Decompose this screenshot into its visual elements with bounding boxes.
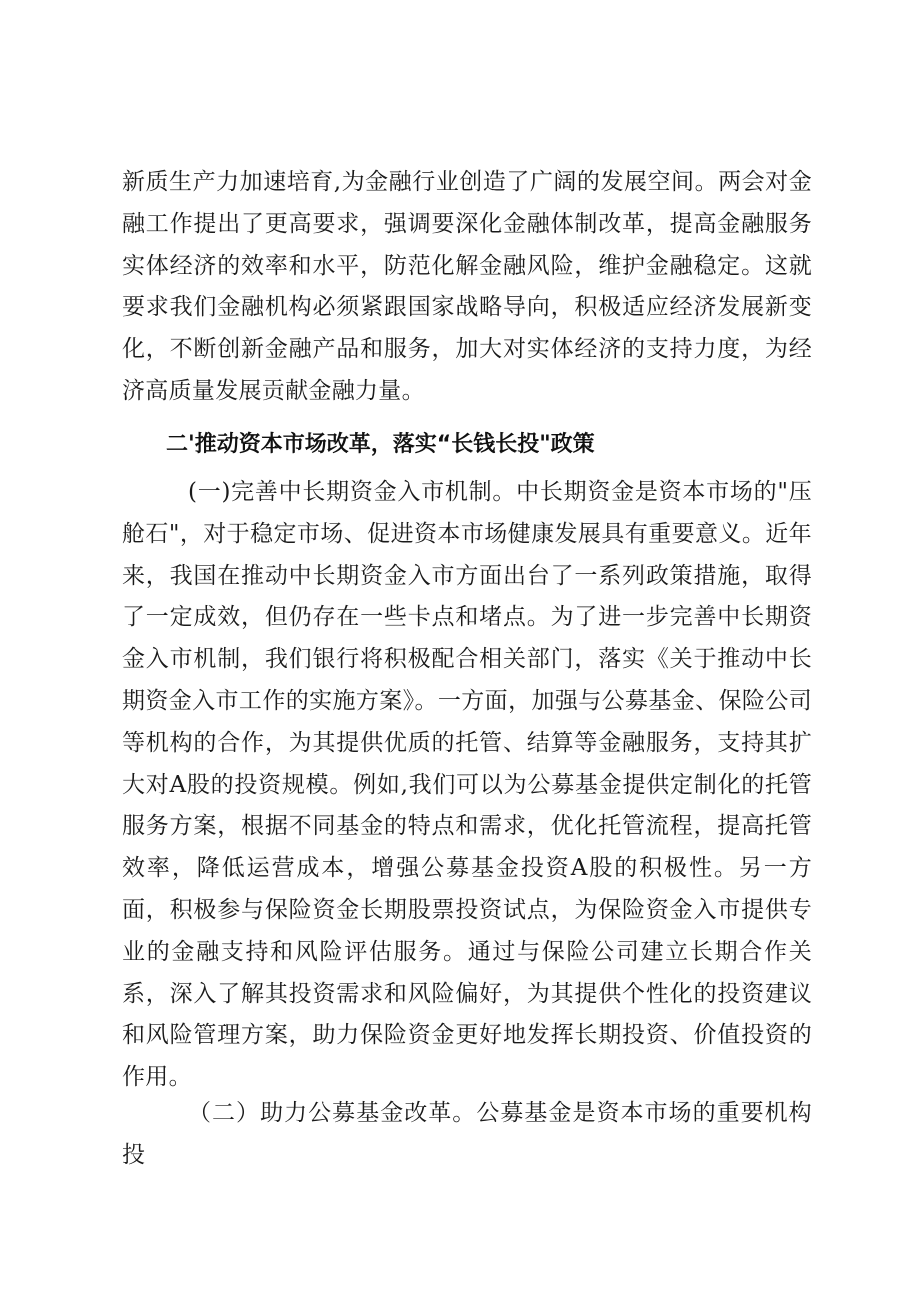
section-heading: 二'推动资本市场改革，落实“长钱长投"政策 — [166, 432, 595, 457]
body-paragraph-public-funds: （二）助力公募基金改革。公募基金是资本市场的重要机构投 — [122, 1100, 812, 1168]
body-paragraph-intro: 新质生产力加速培育,为金融行业创造了广阔的发展空间。两会对金融工作提出了更高要求，强调要深化金融体制改革，提高金融服务实体经济的效率和水平，防范化解金融风险，维护金融稳定。这就要求我们金融机构必须紧跟国家战略导向，积极适应经济发展新变化，不断创新金融产品和服务，加大对实体经济的支持力度，为经济高质量发展贡献金融力量。 — [122, 169, 812, 404]
body-paragraph-mid-long-term-funds: (一)完善中长期资金入市机制。中长期资金是资本市场的"压舱石"，对于稳定市场、促进资本市场健康发展具有重要意义。近年来，我国在推动中长期资金入市方面出台了一系列政策措施，取得了一定成效，但仍存在一些卡点和堵点。为了进一步完善中长期资金入市机制，我们银行将积极配合相关部门，落实《关于推动中长期资金入市工作的实施方案》。一方面，加强与公募基金、保险公司等机构的合作，为其提供优质的托管、结算等金融服务，支持其扩大对A股的投资规模。例如,我们可以为公募基金提供定制化的托管服务方案，根据不同基金的特点和需求，优化托管流程，提高托管效率，降低运营成本，增强公募基金投资A股的积极性。另一方面，积极参与保险资金长期股票投资试点，为保险资金入市提供专业的金融支持和风险评估服务。通过与保险公司建立长期合作关系，深入了解其投资需求和风险偏好，为其提供个性化的投资建议和风险管理方案，助力保险资金更好地发挥长期投资、价值投资的作用。 — [122, 479, 812, 1091]
